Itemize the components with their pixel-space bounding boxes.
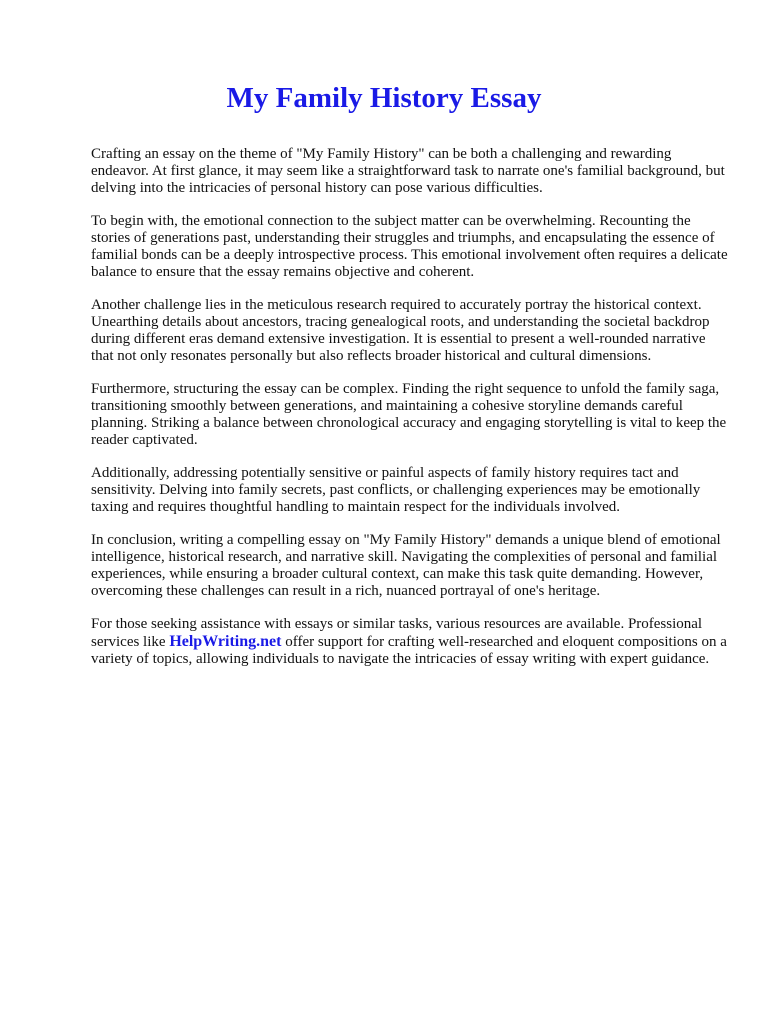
- page-title: My Family History Essay: [226, 82, 542, 114]
- essay-body: [91, 146, 731, 684]
- essay-paragraph-2: To begin with, the emotional connection to the subject matter can be overwhelming. Recounting the stories of generations past, understanding their struggles and triumphs, and encapsulating the essence of familial bonds can be a deeply introspective process. This emotional involvement often requires a delicate balance to ensure that the essay remains objective and coherent.: [91, 213, 728, 280]
- essay-paragraph-5: Additionally, addressing potentially sensitive or painful aspects of family history requires tact and sensitivity. Delving into family secrets, past conflicts, or challenging experiences may be emotionally taxing and requires thoughtful handling to maintain respect for the individuals involved.: [91, 465, 701, 515]
- essay-paragraph-1: Crafting an essay on the theme of "My Family History" can be both a challenging and rewarding endeavor. At first glance, it may seem like a straightforward task to narrate one's familial background, but delving into the intricacies of personal history can pose various difficulties.: [91, 146, 725, 196]
- helpwriting-link[interactable]: HelpWriting.net: [169, 633, 282, 650]
- final-paragraph-text-after: offer support for crafting well-researched and eloquent compositions on a variety of topics, allowing individuals to navigate the intricacies of essay writing with expert guidance.: [91, 634, 727, 667]
- essay-paragraph-4: Furthermore, structuring the essay can be complex. Finding the right sequence to unfold the family saga, transitioning smoothly between generations, and maintaining a cohesive storyline demands careful planning. Striking a balance between chronological accuracy and engaging storytelling is vital to keep the reader captivated.: [91, 381, 727, 448]
- final-paragraph-text-before: For those seeking assistance with essays or similar tasks, various resources are available. Professional services like: [91, 616, 703, 650]
- essay-paragraph-6: In conclusion, writing a compelling essay on "My Family History" demands a unique blend of emotional intelligence, historical research, and narrative skill. Navigating the complexities of personal and familial experiences, while ensuring a broader cultural context, can make this task quite demanding. However, overcoming these challenges can result in a rich, nuanced portrayal of one's heritage.: [91, 532, 721, 599]
- essay-paragraph-final: [91, 616, 731, 668]
- essay-paragraph-3: Another challenge lies in the meticulous research required to accurately portray the historical context. Unearthing details about ancestors, tracing genealogical roots, and understanding the societal backdrop during different eras demand extensive investigation. It is essential to present a well-rounded narrative that not only resonates personally but also reflects broader historical and cultural dimensions.: [91, 297, 710, 364]
